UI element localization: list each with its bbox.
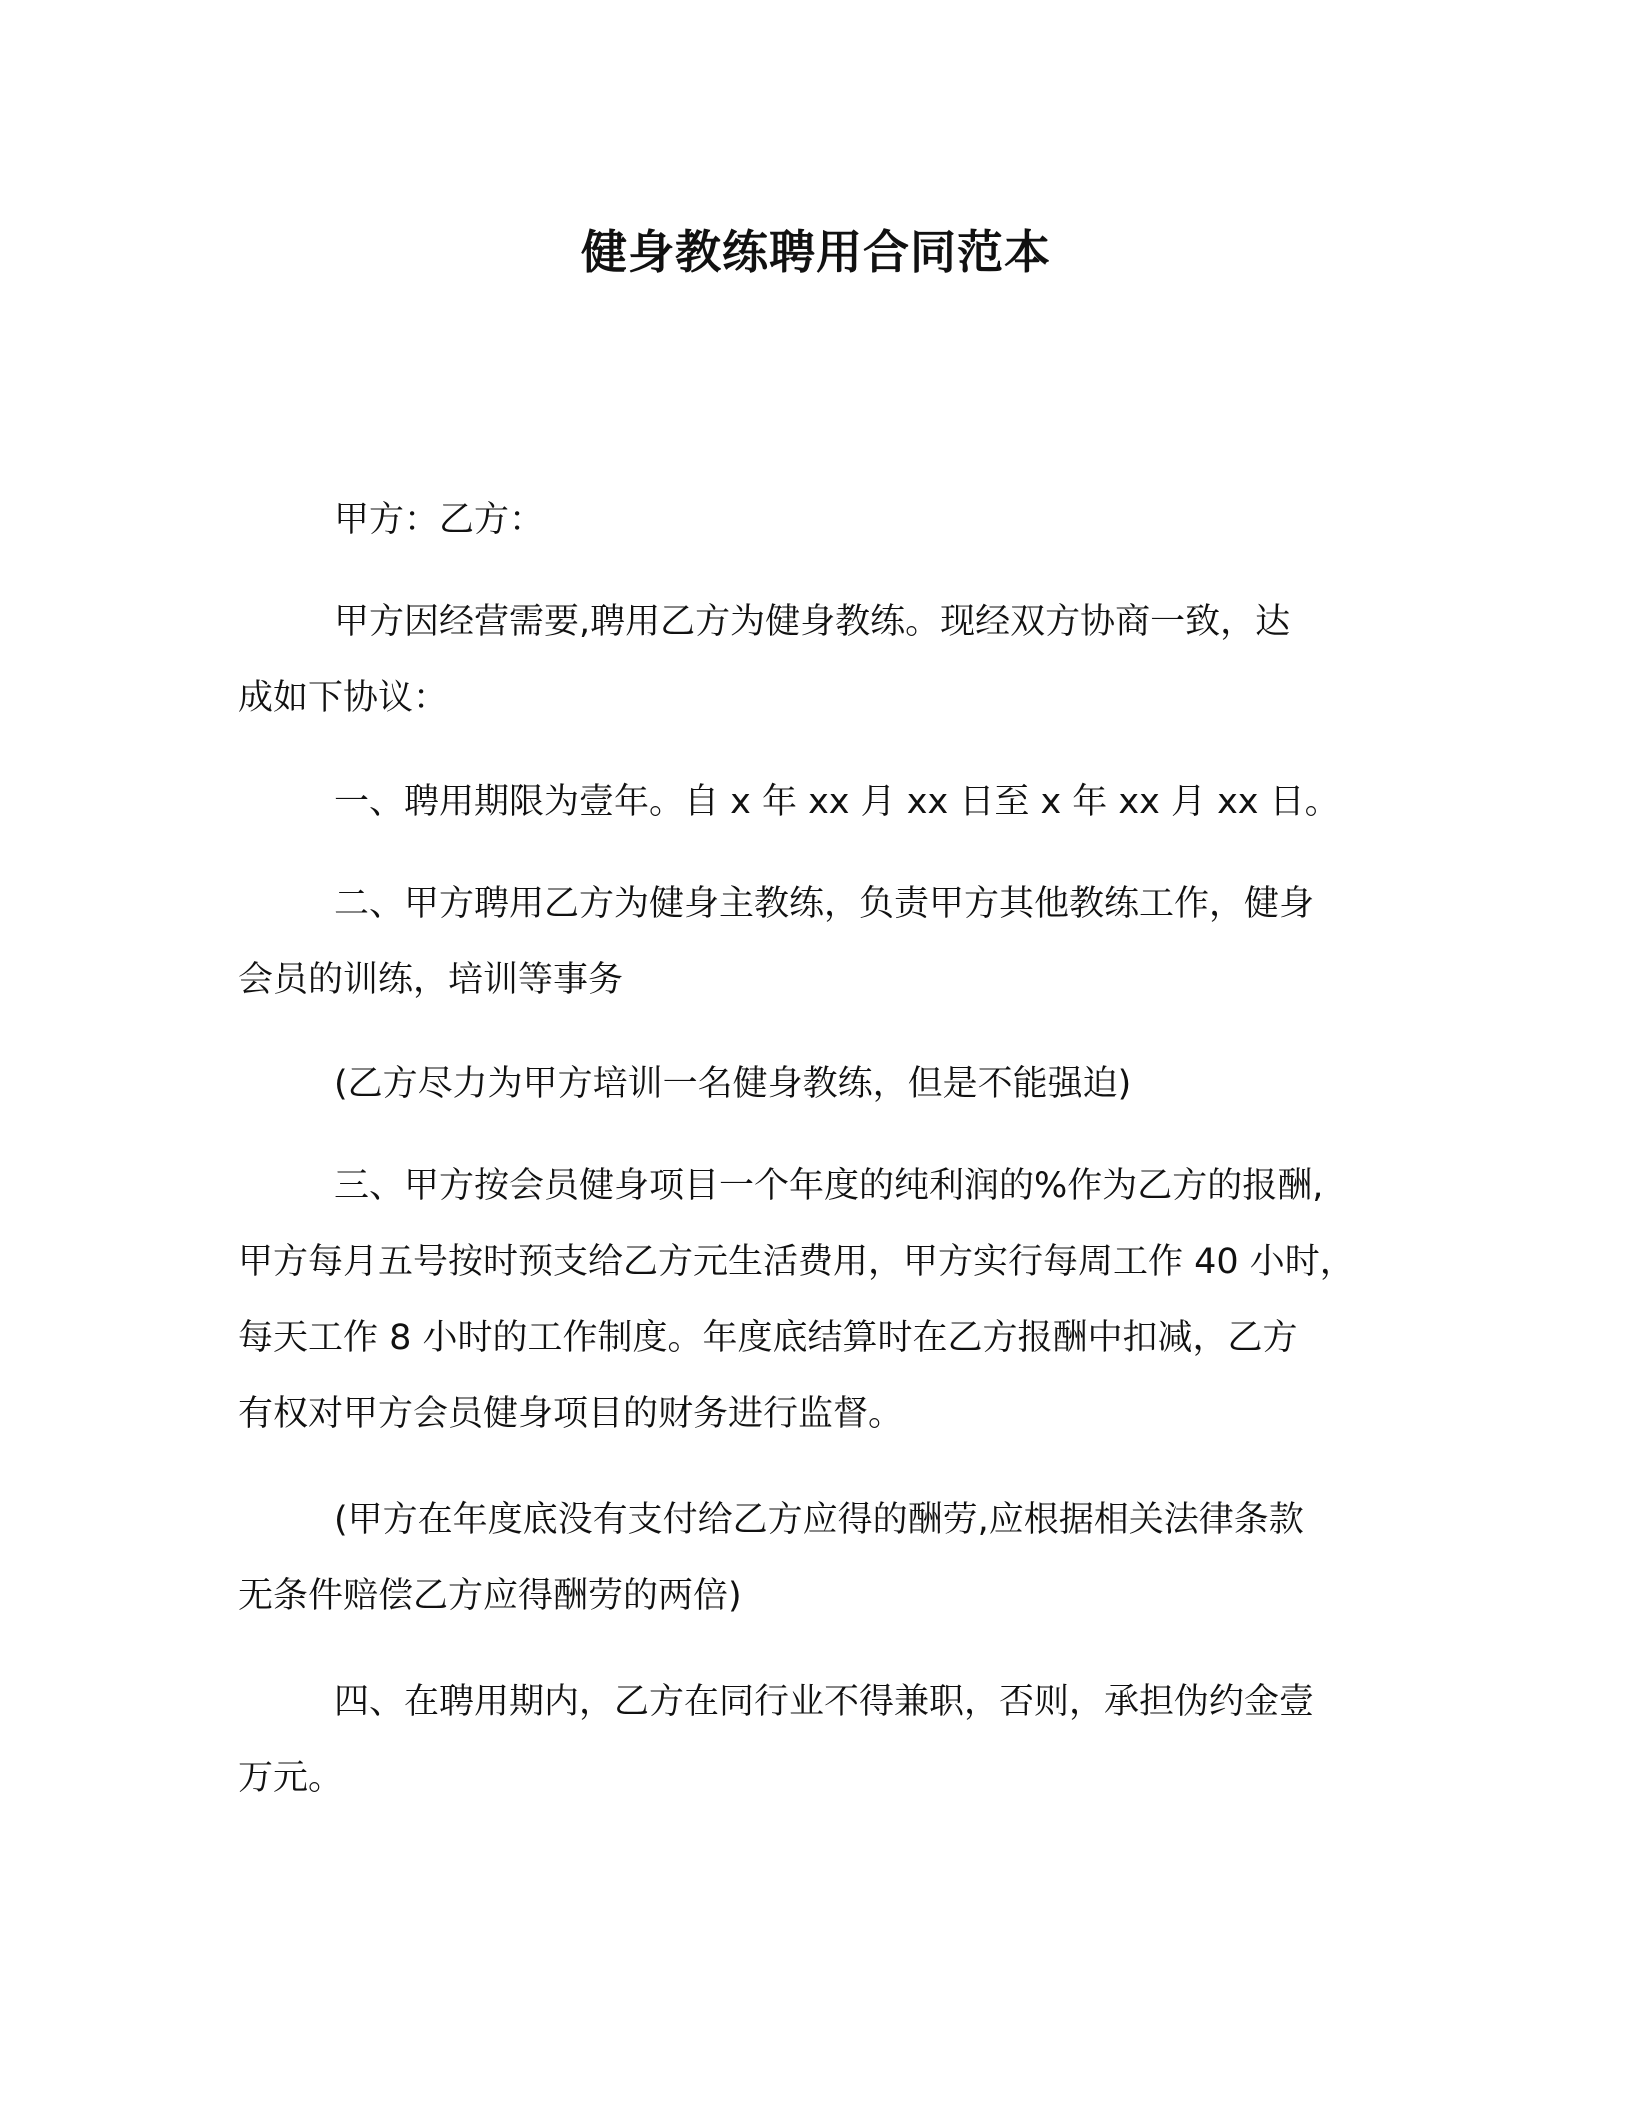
- document-title: 健身教练聘用合同范本: [581, 225, 1051, 279]
- paragraph-line: 无条件赔偿乙方应得酬劳的两倍): [238, 1576, 742, 1616]
- clause-1-term: [238, 764, 1398, 840]
- paragraph-parties: [238, 482, 1398, 558]
- paragraph-line: (乙方尽力为甲方培训一名健身教练，但是不能强迫): [334, 1064, 1132, 1104]
- clause-4-noncompete: [238, 1664, 1398, 1816]
- paragraph-line: 四、在聘用期内，乙方在同行业不得兼职，否则，承担伪约金壹: [334, 1682, 1315, 1722]
- paragraph-line: 甲方每月五号按时预支给乙方元生活费用，甲方实行每周工作 40 小时，: [238, 1242, 1355, 1282]
- paragraph-line: 每天工作 8 小时的工作制度。年度底结算时在乙方报酬中扣减，乙方: [238, 1318, 1298, 1358]
- paragraph-line: 甲方：乙方：: [334, 500, 545, 540]
- clause-3-note: [238, 1482, 1398, 1634]
- paragraph-line: 有权对甲方会员健身项目的财务进行监督。: [238, 1394, 904, 1434]
- paragraph-line: (甲方在年度底没有支付给乙方应得的酬劳,应根据相关法律条款: [334, 1500, 1304, 1540]
- paragraph-line: 甲方因经营需要,聘用乙方为健身教练。现经双方协商一致，达: [334, 602, 1291, 642]
- paragraph-preamble: [238, 584, 1398, 736]
- clause-2-duties: [238, 866, 1398, 1018]
- clause-2-note: [238, 1046, 1398, 1122]
- paragraph-line: 三、甲方按会员健身项目一个年度的纯利润的%作为乙方的报酬,: [334, 1166, 1324, 1206]
- paragraph-line: 成如下协议：: [238, 678, 449, 718]
- paragraph-line: 会员的训练，培训等事务: [238, 960, 624, 1000]
- clause-3-compensation: [238, 1148, 1398, 1452]
- paragraph-line: 一、聘用期限为壹年。自 x 年 xx 月 xx 日至 x 年 xx 月 xx 日。: [334, 782, 1340, 822]
- paragraph-line: 二、甲方聘用乙方为健身主教练，负责甲方其他教练工作，健身: [334, 884, 1315, 924]
- paragraph-line: 万元。: [238, 1758, 344, 1798]
